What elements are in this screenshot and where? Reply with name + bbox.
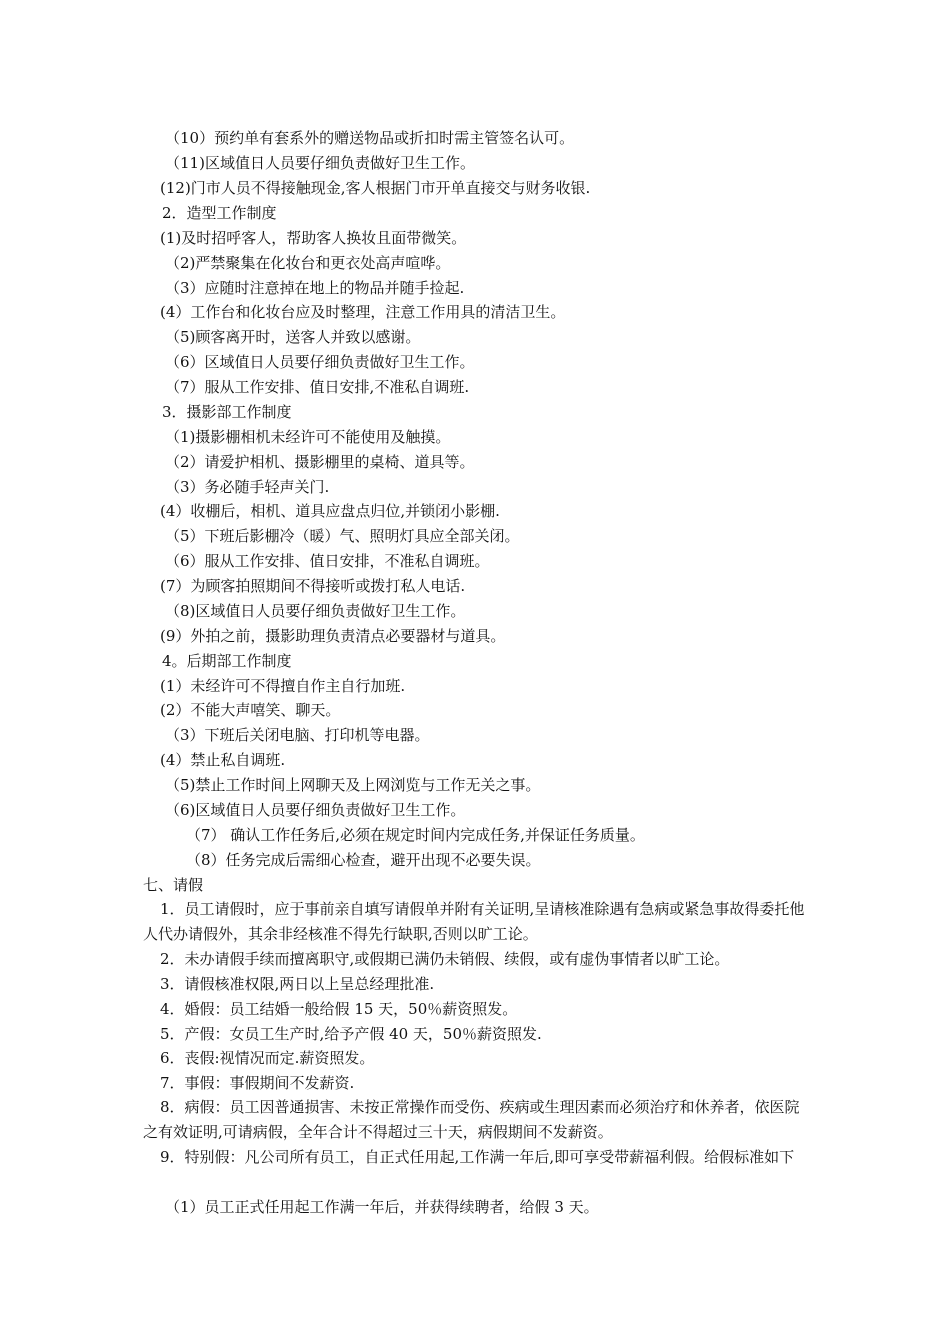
rule-line: (4）收棚后，相机、道具应盘点归位,并锁闭小影棚. — [160, 502, 500, 520]
rule-line: （8)区域值日人员要仔细负责做好卫生工作。 — [165, 602, 466, 620]
rule-line: （3）务必随手轻声关门. — [165, 478, 330, 496]
rule-line: （5)禁止工作时间上网聊天及上网浏览与工作无关之事。 — [165, 776, 541, 794]
leave-rule-line: 5．产假：女员工生产时,给予产假 40 天，50％薪资照发. — [160, 1025, 542, 1043]
section-heading: 4。后期部工作制度 — [162, 652, 292, 670]
rule-line: （3）应随时注意掉在地上的物品并随手捡起. — [165, 279, 465, 297]
section-heading: 2．造型工作制度 — [162, 204, 277, 222]
rule-line: （1)摄影棚相机未经许可不能使用及触摸。 — [165, 428, 451, 446]
leave-rule-paragraph: 8．病假：员工因普通损害、未按正常操作而受伤、疾病或生理因素而必须治疗和休养者，依医院之有效证明,可请病假，全年合计不得超过三十天，病假期间不发薪资。 — [143, 1098, 800, 1141]
rule-line: （10）预约单有套系外的赠送物品或折扣时需主管签名认可。 — [165, 129, 575, 147]
rule-line: （5)顾客离开时，送客人并致以感谢。 — [165, 328, 421, 346]
rule-line: (1）未经许可不得擅自作主自行加班. — [160, 677, 406, 695]
rule-line: （6)区域值日人员要仔细负责做好卫生工作。 — [165, 801, 466, 819]
rule-line: (4）禁止私自调班. — [160, 751, 286, 769]
rule-line: (7）为顾客拍照期间不得接听或拨打私人电话. — [160, 577, 466, 595]
rule-line: （7）服从工作安排、值日安排,不准私自调班. — [165, 378, 470, 396]
rule-line: (2）不能大声嘻笑、聊天。 — [160, 701, 341, 719]
rule-line: （11)区域值日人员要仔细负责做好卫生工作。 — [165, 154, 475, 172]
rule-line: （7） 确认工作任务后,必须在规定时间内完成任务,并保证任务质量。 — [186, 826, 645, 844]
rule-line: （2）请爱护相机、摄影棚里的桌椅、道具等。 — [165, 453, 475, 471]
rule-line: （5）下班后影棚冷（暖）气、照明灯具应全部关闭。 — [165, 527, 520, 545]
chapter-heading: 七、请假 — [143, 876, 204, 894]
section-heading: 3．摄影部工作制度 — [162, 403, 292, 421]
leave-rule-line: （1）员工正式任用起工作满一年后，并获得续聘者，给假 3 天。 — [165, 1198, 599, 1216]
leave-rule-paragraph: 1．员工请假时，应于事前亲自填写请假单并附有关证明,呈请核准除遇有急病或紧急事故得委托他人代办请假外，其余非经核准不得先行缺职,否则以旷工论。 — [143, 900, 805, 943]
rule-line: （6）服从工作安排、值日安排，不准私自调班。 — [165, 552, 490, 570]
rule-line: (9）外拍之前，摄影助理负责清点必要器材与道具。 — [160, 627, 506, 645]
rule-line: (4）工作台和化妆台应及时整理，注意工作用具的清洁卫生。 — [160, 303, 566, 321]
rule-line: （3）下班后关闭电脑、打印机等电器。 — [165, 726, 430, 744]
leave-rule-paragraph: 9．特别假：凡公司所有员工，自正式任用起,工作满一年后,即可享受带薪福利假。给假标准如下 — [160, 1148, 795, 1166]
rule-line: (12)门市人员不得接触现金,客人根据门市开单直接交与财务收银. — [160, 179, 591, 197]
rule-line: （2)严禁聚集在化妆台和更衣处高声喧哗。 — [165, 254, 451, 272]
rule-line: (1)及时招呼客人，帮助客人换妆且面带微笑。 — [160, 229, 467, 247]
leave-rule-line: 6．丧假:视情况而定.薪资照发。 — [160, 1049, 375, 1067]
rule-line: （6）区域值日人员要仔细负责做好卫生工作。 — [165, 353, 475, 371]
leave-rule-line: 3．请假核准权限,两日以上呈总经理批准. — [160, 975, 435, 993]
leave-rule-line: 2．未办请假手续而擅离职守,或假期已满仍未销假、续假，或有虚伪事情者以旷工论。 — [160, 950, 730, 968]
leave-rule-line: 7．事假：事假期间不发薪资. — [160, 1074, 355, 1092]
rule-line: （8）任务完成后需细心检查，避开出现不必要失误。 — [186, 851, 541, 869]
leave-rule-line: 4．婚假：员工结婚一般给假 15 天，50％薪资照发。 — [160, 1000, 518, 1018]
